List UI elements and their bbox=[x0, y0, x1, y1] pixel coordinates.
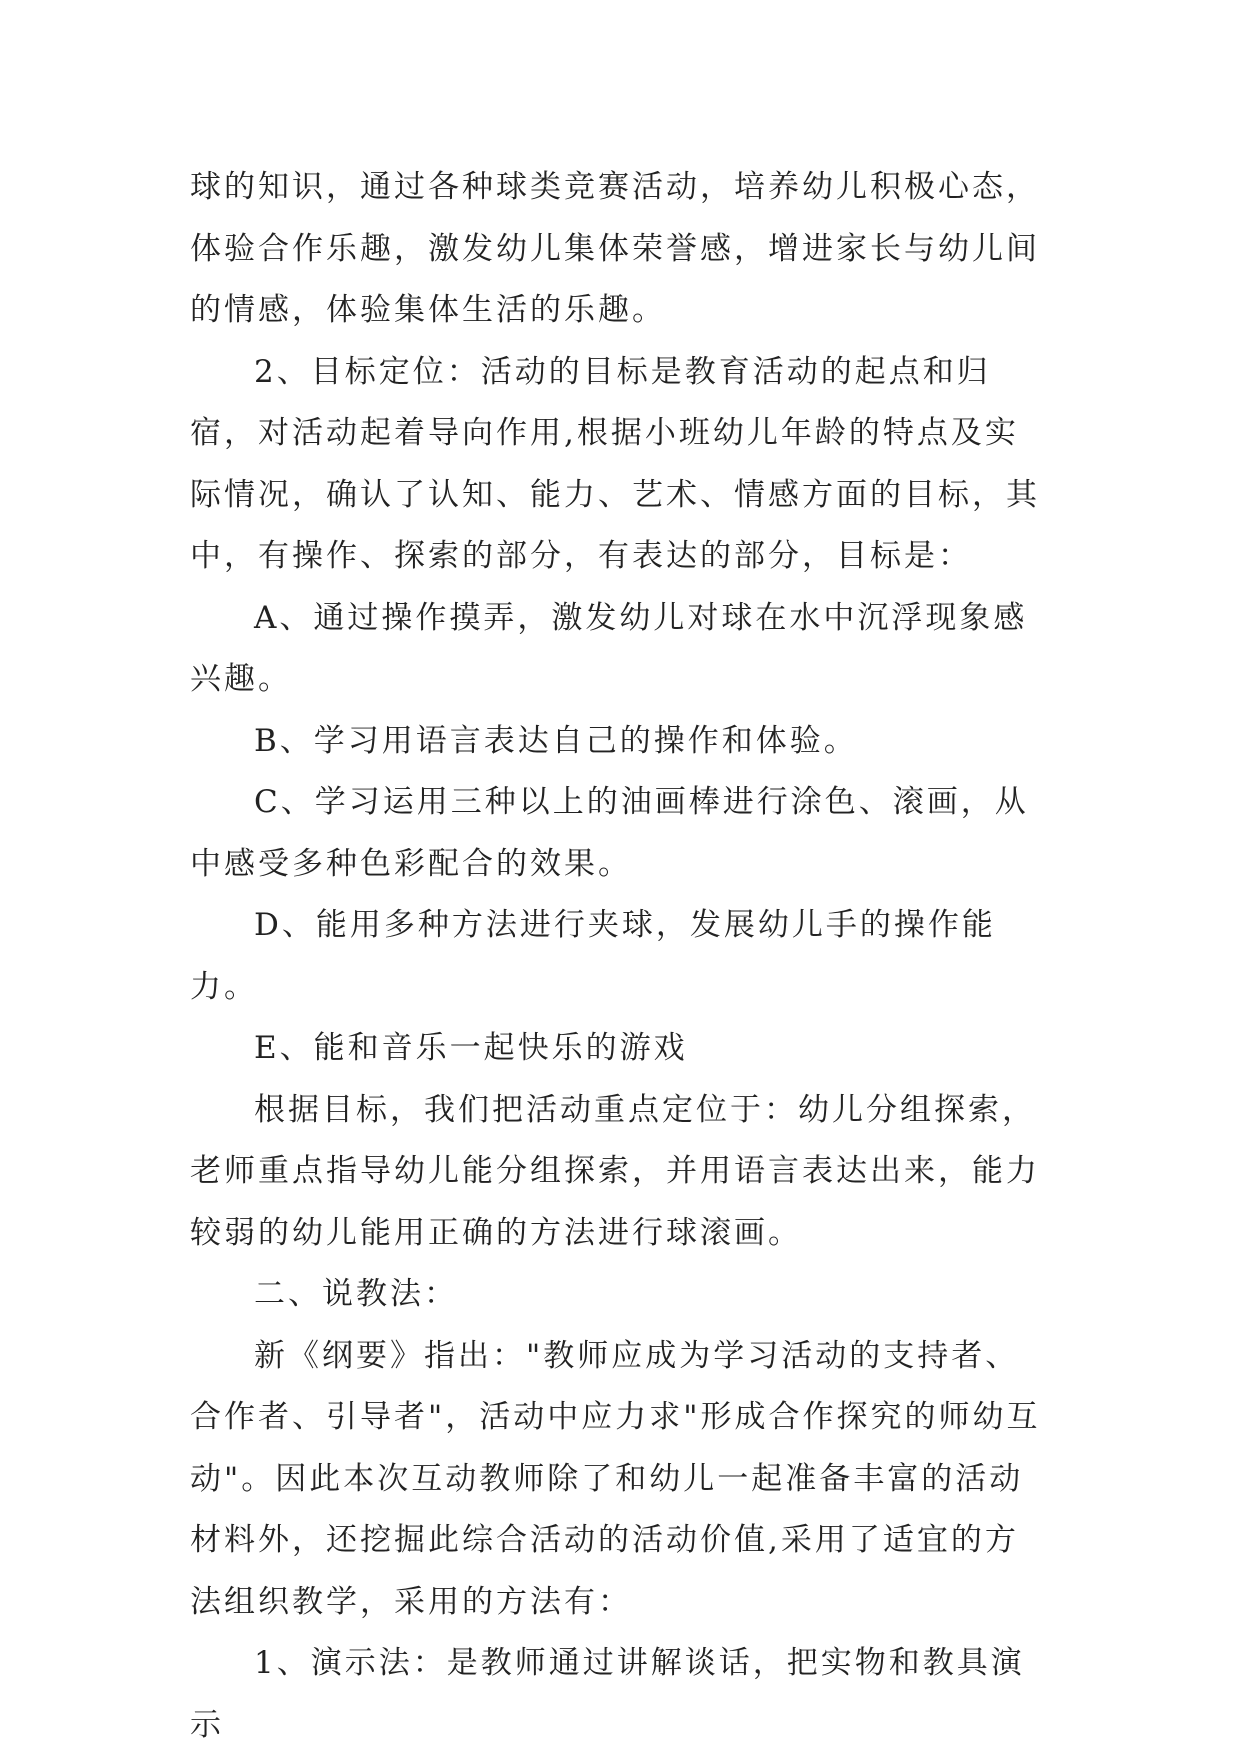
paragraph-demonstration-method: 1、演示法：是教师通过讲解谈话，把实物和教具演示 bbox=[190, 1645, 1025, 1743]
paragraph-intro-continued: 球的知识，通过各种球类竞赛活动，培养幼儿积极心态，体验合作乐趣，激发幼儿集体荣誉感，增进家长与幼儿间的情感，体验集体生活的乐趣。 bbox=[190, 169, 1040, 328]
paragraph-goal-positioning: 2、目标定位：活动的目标是教育活动的起点和归宿，对活动起着导向作用,根据小班幼儿年龄的特点及实际情况，确认了认知、能力、艺术、情感方面的目标，其中，有操作、探索的部分，有表达的部分，目标是： bbox=[190, 353, 1040, 574]
paragraph-key-focus: 根据目标，我们把活动重点定位于：幼儿分组探索，老师重点指导幼儿能分组探索，并用语言表达出来，能力较弱的幼儿能用正确的方法进行球滚画。 bbox=[190, 1091, 1040, 1251]
paragraph-goal-b: B、学习用语言表达自己的操作和体验。 bbox=[254, 722, 858, 759]
document-body bbox=[190, 157, 1050, 1756]
paragraph-outline-guidance: 新《纲要》指出："教师应成为学习活动的支持者、合作者、引导者"，活动中应力求"形成合作探究的师幼互动"。因此本次互动教师除了和幼儿一起准备丰富的活动材料外，还挖掘此综合活动的活动价值,采用了适宜的方法组织教学，采用的方法有： bbox=[190, 1337, 1041, 1620]
paragraph-goal-a: A、通过操作摸弄，激发幼儿对球在水中沉浮现象感兴趣。 bbox=[190, 599, 1028, 697]
paragraph-goal-c: C、学习运用三种以上的油画棒进行涂色、滚画，从中感受多种色彩配合的效果。 bbox=[190, 784, 1029, 882]
paragraph-goal-d: D、能用多种方法进行夹球，发展幼儿手的操作能力。 bbox=[190, 907, 996, 1005]
paragraph-goal-e: E、能和音乐一起快乐的游戏 bbox=[254, 1030, 688, 1066]
section-heading-teaching-method: 二、说教法： bbox=[254, 1276, 458, 1312]
